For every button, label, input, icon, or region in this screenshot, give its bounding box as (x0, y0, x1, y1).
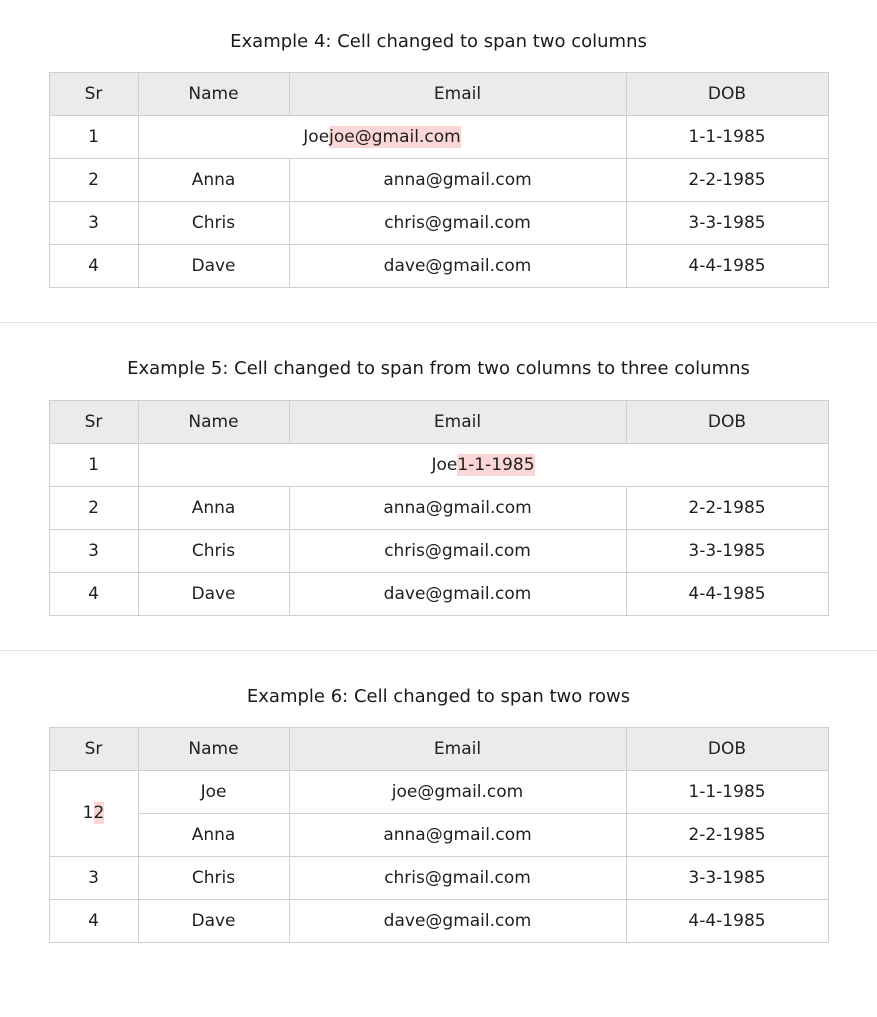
section-divider (0, 322, 877, 323)
cell-name: Chris (138, 202, 289, 245)
cell-name: Chris (138, 856, 289, 899)
example-6-section (0, 685, 877, 943)
merged-text-highlight: joe@gmail.com (329, 127, 461, 148)
cell-sr: 1 (49, 116, 138, 159)
cell-name: Joe (138, 770, 289, 813)
table-header-row (49, 727, 828, 770)
cell-dob: 3-3-1985 (626, 202, 828, 245)
table-row (49, 159, 828, 202)
cell-dob: 4-4-1985 (626, 245, 828, 288)
example-6-title: Example 6: Cell changed to span two rows (246, 685, 631, 707)
table-row (49, 813, 828, 856)
column-header-dob: DOB (626, 727, 828, 770)
cell-name: Anna (138, 486, 289, 529)
cell-sr: 4 (49, 245, 138, 288)
cell-name: Chris (138, 529, 289, 572)
example-4-title: Example 4: Cell changed to span two columns (230, 31, 647, 52)
cell-sr: 3 (49, 856, 138, 899)
column-header-email: Email (289, 400, 626, 443)
section-divider (0, 650, 877, 651)
cell-name: Dave (138, 572, 289, 615)
cell-sr: 1 (49, 443, 138, 486)
cell-sr: 2 (49, 486, 138, 529)
column-header-sr: Sr (49, 73, 138, 116)
cell-dob: 4-4-1985 (626, 899, 828, 942)
cell-name: Dave (138, 899, 289, 942)
column-header-sr: Sr (49, 400, 138, 443)
table-header-row (49, 73, 828, 116)
cell-email: chris@gmail.com (289, 856, 626, 899)
cell-name: Dave (138, 245, 289, 288)
cell-dob: 3-3-1985 (626, 529, 828, 572)
cell-dob: 3-3-1985 (626, 856, 828, 899)
merged-text-plain: Joe (431, 454, 458, 475)
cell-dob: 4-4-1985 (626, 572, 828, 615)
example-4-table (49, 72, 829, 288)
column-header-name: Name (138, 727, 289, 770)
merged-text-plain: Joe (303, 127, 330, 148)
cell-email: anna@gmail.com (289, 159, 626, 202)
cell-dob: 2-2-1985 (626, 159, 828, 202)
cell-name: Anna (138, 813, 289, 856)
table-row (49, 899, 828, 942)
cell-merged-name-email-dob (138, 443, 828, 486)
cell-sr: 3 (49, 529, 138, 572)
table-row (49, 529, 828, 572)
example-5-title: Example 5: Cell changed to span from two columns to three columns (127, 358, 750, 380)
cell-dob: 1-1-1985 (626, 770, 828, 813)
merged-text-plain: 1 (82, 803, 94, 824)
merged-text-highlight: 1-1-1985 (457, 454, 535, 475)
cell-dob: 2-2-1985 (626, 813, 828, 856)
table-row (49, 572, 828, 615)
cell-email: anna@gmail.com (289, 486, 626, 529)
example-4-section (0, 0, 877, 288)
cell-sr-merged (49, 770, 138, 856)
column-header-email: Email (289, 727, 626, 770)
cell-email: dave@gmail.com (289, 899, 626, 942)
column-header-dob: DOB (626, 400, 828, 443)
cell-email: dave@gmail.com (289, 245, 626, 288)
cell-dob: 2-2-1985 (626, 486, 828, 529)
column-header-name: Name (138, 400, 289, 443)
example-5-table (49, 400, 829, 616)
cell-email: chris@gmail.com (289, 529, 626, 572)
cell-email: chris@gmail.com (289, 202, 626, 245)
table-row (49, 245, 828, 288)
cell-merged-name-email (138, 116, 626, 159)
cell-sr: 2 (49, 159, 138, 202)
cell-email: dave@gmail.com (289, 572, 626, 615)
cell-email: joe@gmail.com (289, 770, 626, 813)
column-header-sr: Sr (49, 727, 138, 770)
table-row (49, 443, 828, 486)
cell-sr: 4 (49, 899, 138, 942)
example-6-table (49, 727, 829, 943)
cell-name: Anna (138, 159, 289, 202)
example-5-section (0, 357, 877, 615)
table-row (49, 202, 828, 245)
table-row (49, 116, 828, 159)
column-header-email: Email (289, 73, 626, 116)
table-row (49, 770, 828, 813)
cell-dob: 1-1-1985 (626, 116, 828, 159)
cell-email: anna@gmail.com (289, 813, 626, 856)
cell-sr: 3 (49, 202, 138, 245)
table-row (49, 856, 828, 899)
merged-text-highlight: 2 (93, 803, 105, 824)
table-row (49, 486, 828, 529)
column-header-name: Name (138, 73, 289, 116)
cell-sr: 4 (49, 572, 138, 615)
table-header-row (49, 400, 828, 443)
column-header-dob: DOB (626, 73, 828, 116)
